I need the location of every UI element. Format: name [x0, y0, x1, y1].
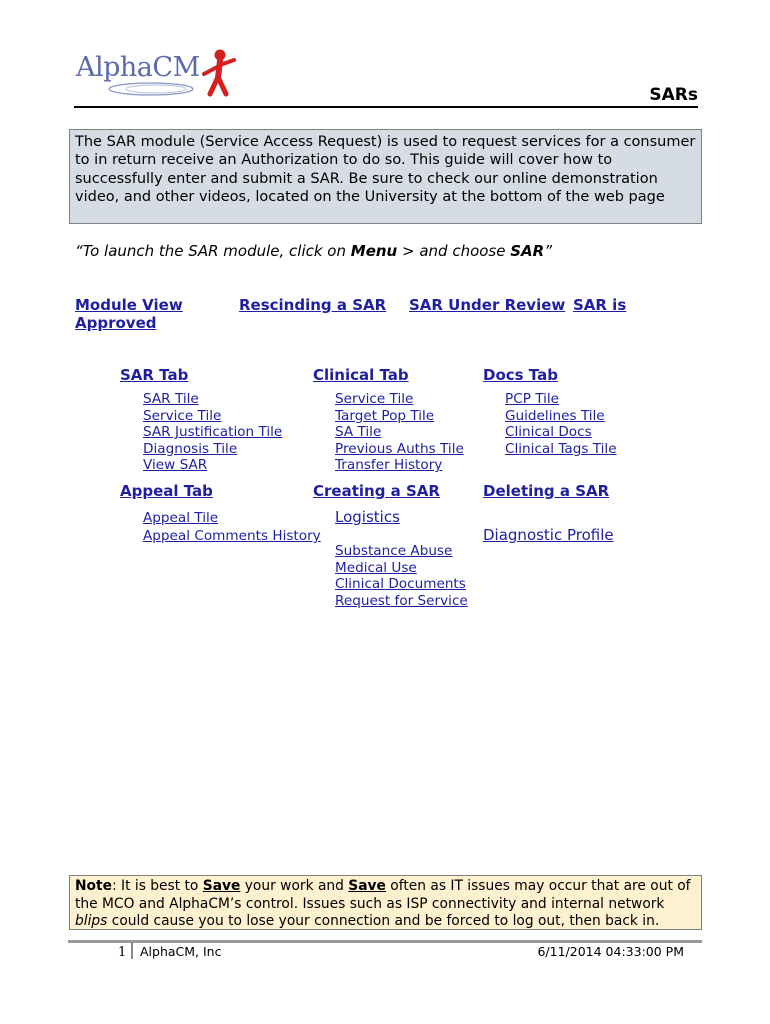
substance-abuse-link[interactable]: Substance Abuse [335, 543, 453, 559]
red-figure-icon [196, 48, 240, 98]
sar-under-review-link[interactable]: SAR Under Review [409, 296, 566, 314]
blips-emphasis: blips [75, 913, 108, 929]
footer-company: AlphaCM, Inc [140, 944, 222, 959]
rescinding-sar-link[interactable]: Rescinding a SAR [239, 296, 387, 314]
sar-tab-list [143, 391, 282, 474]
save-emphasis: Save [202, 878, 241, 894]
sar-tile-link[interactable]: SAR Tile [143, 391, 199, 407]
page-number-separator [131, 942, 133, 959]
note-label: Note [75, 878, 112, 894]
clinical-documents-link[interactable]: Clinical Documents [335, 576, 466, 593]
header-divider [74, 106, 698, 108]
module-view-link[interactable]: Module View [75, 296, 183, 314]
diagnostic-profile-link[interactable]: Diagnostic Profile [483, 526, 614, 544]
appeal-tab-link[interactable]: Appeal Tab [120, 482, 213, 500]
clinical-service-tile-link[interactable]: Service Tile [335, 391, 414, 407]
sar-is-approved-link-cont[interactable]: Approved [75, 314, 157, 332]
pcp-tile-link[interactable]: PCP Tile [505, 391, 560, 407]
creating-sar-link[interactable]: Creating a SAR [313, 482, 440, 500]
appeal-comments-history-link[interactable]: Appeal Comments History [143, 528, 321, 544]
save-emphasis-2: Save [348, 878, 386, 894]
previous-auths-tile-link[interactable]: Previous Auths Tile [335, 440, 464, 457]
sar-tab-link[interactable]: SAR Tab [120, 366, 189, 384]
clinical-tab-list [335, 391, 464, 474]
page-number: 1 [118, 945, 127, 960]
page-title: SARs [649, 85, 698, 105]
launch-instruction: “To launch the SAR module, click on Menu > and choose SAR” [75, 242, 552, 260]
clinical-tab-link[interactable]: Clinical Tab [313, 366, 409, 384]
clinical-tags-tile-link[interactable]: Clinical Tags Tile [505, 440, 617, 457]
target-pop-tile-link[interactable]: Target Pop Tile [335, 407, 435, 424]
sa-tile-link[interactable]: SA Tile [335, 424, 382, 441]
medical-use-link[interactable]: Medical Use [335, 559, 417, 576]
logo-text: AlphaCM [76, 52, 200, 83]
logo-swoosh-icon [106, 80, 196, 98]
docs-tab-list [505, 391, 617, 457]
sar-is-approved-link[interactable]: SAR is [573, 296, 627, 314]
logistics-link[interactable]: Logistics [335, 508, 400, 526]
service-tile-link[interactable]: Service Tile [143, 407, 222, 424]
transfer-history-link[interactable]: Transfer History [335, 457, 443, 474]
guidelines-tile-link[interactable]: Guidelines Tile [505, 407, 605, 424]
footer-divider [68, 940, 702, 943]
creating-sar-list [335, 543, 468, 609]
request-for-service-link[interactable]: Request for Service [335, 592, 468, 609]
alphacm-logo [76, 50, 242, 100]
appeal-tile-link[interactable]: Appeal Tile [143, 510, 219, 526]
docs-tab-link[interactable]: Docs Tab [483, 366, 558, 384]
diagnosis-tile-link[interactable]: Diagnosis Tile [143, 440, 238, 457]
footer-datetime: 6/11/2014 04:33:00 PM [537, 944, 684, 959]
deleting-sar-link[interactable]: Deleting a SAR [483, 482, 610, 500]
note-box: Note: It is best to Save your work and Save often as IT issues may occur that are out of the MCO and AlphaCM’s control. Issues such as ISP connectivity and internal network blips could cause you to lose your connection and be forced to log out, then back in. [69, 875, 702, 930]
intro-box: The SAR module (Service Access Request) is used to request services for a consumer to in return receive an Authorization to do so. This guide will cover how to successfully enter and submit a SAR. Be sure to check our online demonstration video, and other videos, located on the University at the bottom of the web page [69, 129, 702, 224]
view-sar-link[interactable]: View SAR [143, 457, 208, 474]
clinical-docs-link[interactable]: Clinical Docs [505, 424, 592, 441]
sar-justification-tile-link[interactable]: SAR Justification Tile [143, 424, 283, 441]
appeal-tab-list [143, 509, 321, 545]
